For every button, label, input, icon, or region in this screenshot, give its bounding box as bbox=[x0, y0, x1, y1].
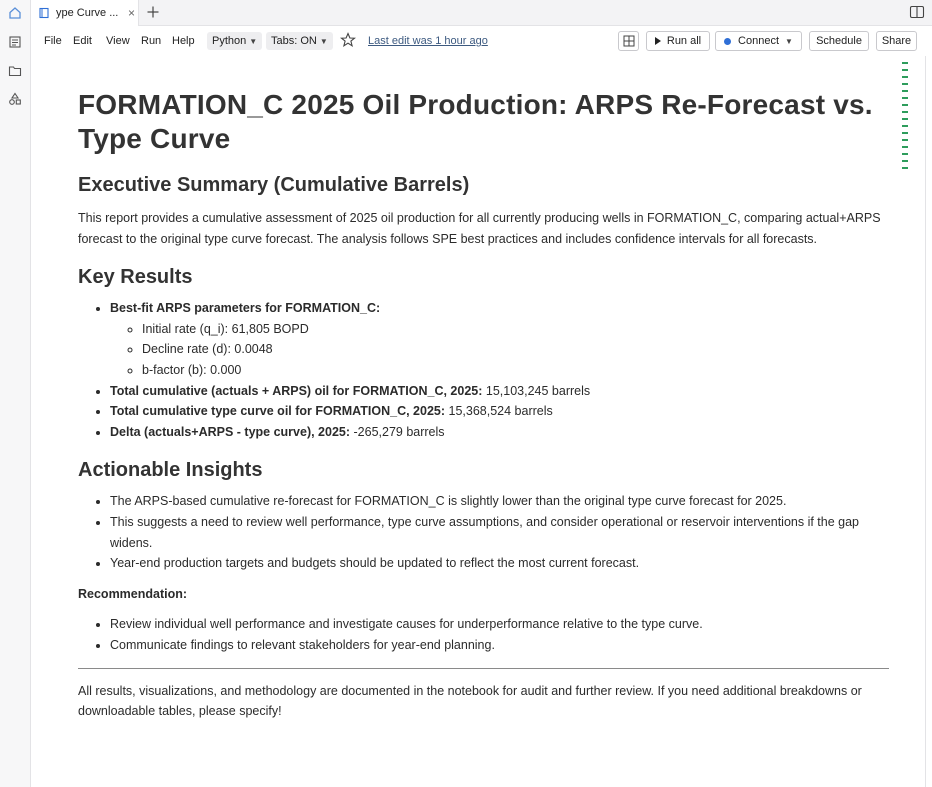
executive-summary-heading: Executive Summary (Cumulative Barrels) bbox=[78, 174, 470, 196]
key-results-heading: Key Results bbox=[78, 266, 193, 289]
tab-bar bbox=[31, 0, 932, 26]
cell-scroll-marker[interactable] bbox=[902, 62, 908, 170]
left-rail bbox=[0, 0, 31, 787]
menu-help[interactable]: Help bbox=[172, 35, 195, 47]
list-item bbox=[110, 298, 890, 380]
arps-params-label: Best-fit ARPS parameters for FORMATION_C: bbox=[110, 301, 381, 316]
last-edit-link[interactable]: Last edit was 1 hour ago bbox=[368, 35, 488, 47]
result-label: Delta (actuals+ARPS - type curve), 2025: bbox=[110, 424, 351, 439]
list-item: ◦ Initial rate (q_i): 61,805 BOPD bbox=[142, 319, 890, 340]
table-of-contents-icon[interactable] bbox=[6, 33, 24, 51]
list-item bbox=[110, 422, 890, 443]
list-item: • Communicate findings to relevant stakeholders for year-end planning. bbox=[110, 635, 890, 656]
favorite-star-icon[interactable] bbox=[340, 32, 356, 48]
shapes-icon[interactable] bbox=[6, 90, 24, 108]
connect-label: Connect bbox=[738, 35, 780, 47]
add-tab-icon[interactable] bbox=[144, 3, 162, 21]
menu-run[interactable]: Run bbox=[141, 35, 162, 47]
run-all-label: Run all bbox=[666, 35, 702, 47]
home-icon[interactable] bbox=[6, 4, 24, 22]
list-item bbox=[110, 381, 890, 402]
result-label: Total cumulative type curve oil for FORMATION_C, 2025: bbox=[110, 404, 446, 419]
key-results-list bbox=[78, 298, 890, 442]
share-button[interactable] bbox=[876, 31, 917, 51]
list-item: ◦ b-factor (b): 0.000 bbox=[142, 360, 890, 381]
schedule-label: Schedule bbox=[816, 35, 862, 47]
list-item bbox=[110, 401, 890, 422]
list-item: • Year-end production targets and budgets should be updated to reflect the most current forecast. bbox=[110, 553, 890, 574]
menu-file[interactable]: File bbox=[44, 35, 62, 47]
language-label: Python bbox=[212, 35, 247, 47]
result-value: -265,279 barrels bbox=[350, 424, 445, 439]
close-tab-icon[interactable]: × bbox=[128, 6, 136, 20]
result-label: Total cumulative (actuals + ARPS) oil for FORMATION_C, 2025: bbox=[110, 383, 483, 398]
result-value: 15,368,524 barrels bbox=[445, 404, 553, 419]
list-item: • Review individual well performance and investigate causes for underperformance relative to the type curve. bbox=[110, 614, 890, 635]
result-value: 15,103,245 barrels bbox=[482, 383, 591, 398]
divider bbox=[925, 56, 926, 787]
connect-button[interactable] bbox=[715, 31, 802, 51]
run-all-button[interactable] bbox=[646, 31, 710, 51]
share-label: Share bbox=[881, 35, 912, 47]
schedule-button[interactable] bbox=[809, 31, 869, 51]
menu-view[interactable]: View bbox=[106, 35, 130, 47]
list-item: ◦ Decline rate (d): 0.0048 bbox=[142, 339, 890, 360]
tabs-setting-selector[interactable] bbox=[266, 32, 333, 50]
tabs-setting-label: Tabs: ON bbox=[271, 35, 317, 47]
language-selector[interactable] bbox=[207, 32, 262, 50]
footer-paragraph: All results, visualizations, and methodology are documented in the notebook for audit and further review. If you need additional breakdowns or downloadable tables, please specify! bbox=[78, 683, 862, 719]
layout-icon bbox=[623, 35, 635, 47]
connection-status-dot bbox=[724, 38, 731, 45]
tab-title: ype Curve ... bbox=[56, 7, 119, 19]
play-icon bbox=[655, 37, 661, 45]
markdown-output bbox=[78, 88, 890, 722]
list-item: • This suggests a need to review well performance, type curve assumptions, and consider operational or reservoir interventions if the gap widens. bbox=[110, 512, 890, 553]
notebook-tab[interactable] bbox=[31, 0, 139, 26]
horizontal-rule bbox=[78, 668, 889, 669]
layout-button[interactable] bbox=[618, 31, 639, 51]
recommendations-list bbox=[78, 614, 890, 655]
chevron-down-icon: ▼ bbox=[319, 36, 328, 46]
chevron-down-icon: ▼ bbox=[249, 36, 258, 46]
chevron-down-icon: ▼ bbox=[785, 36, 793, 46]
intro-paragraph: This report provides a cumulative assessment of 2025 oil production for all currently producing wells in FORMATION_C, comparing actual+ARPS forecast to the original type curve forecast. The analysis follows SPE best practices and includes confidence intervals for all forecasts. bbox=[78, 211, 881, 246]
side-panel-toggle-icon[interactable] bbox=[909, 4, 925, 20]
notebook-icon bbox=[38, 7, 50, 19]
menu-edit[interactable]: Edit bbox=[73, 35, 92, 47]
insights-list bbox=[78, 491, 890, 573]
recommendation-label: Recommendation: bbox=[78, 586, 188, 601]
folder-icon[interactable] bbox=[6, 62, 24, 80]
page-title: FORMATION_C 2025 Oil Production: ARPS Re-Forecast vs. Type Curve bbox=[78, 89, 873, 154]
actionable-insights-heading: Actionable Insights bbox=[78, 459, 263, 482]
list-item: • The ARPS-based cumulative re-forecast for FORMATION_C is slightly lower than the original type curve forecast for 2025. bbox=[110, 491, 890, 512]
arps-params-list bbox=[110, 319, 890, 381]
notebook-toolbar bbox=[31, 26, 932, 56]
